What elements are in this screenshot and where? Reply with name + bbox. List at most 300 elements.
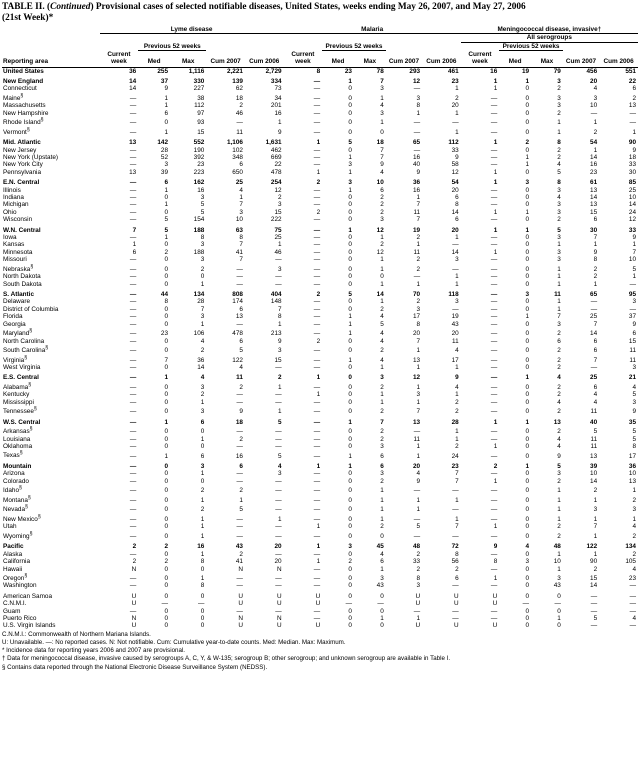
cell-value: 0	[164, 477, 169, 485]
cell-value: —	[129, 161, 137, 169]
cell-value: 0	[164, 592, 169, 600]
cell-value: —	[313, 305, 321, 313]
cell-value: 8	[416, 320, 421, 328]
col-malaria-med: Med	[331, 58, 345, 66]
cell-value: 1	[455, 496, 459, 504]
cell-value: 8	[455, 550, 459, 558]
cell-value: 7	[416, 337, 421, 345]
cell-value: 3	[557, 201, 561, 209]
cell-value: 2	[380, 305, 384, 313]
cell-value: 162	[193, 179, 205, 187]
cell-value: 0	[525, 168, 530, 176]
cell-value: —	[452, 241, 459, 249]
table-row	[2, 543, 638, 550]
cell-value: 14	[628, 201, 636, 209]
cell-value: 0	[164, 337, 169, 345]
cell-value: —	[452, 487, 459, 495]
cell-value: 1	[455, 234, 459, 242]
cell-value: 8	[493, 558, 498, 566]
cell-value: —	[313, 550, 321, 558]
cell-value: —	[313, 452, 321, 460]
cell-value: 0	[525, 435, 530, 443]
cell-value: 2	[316, 179, 321, 187]
cell-value: —	[490, 146, 498, 154]
cell-value: 6	[164, 109, 169, 117]
cell-value: 4	[200, 337, 205, 345]
cell-value: 1	[632, 128, 636, 136]
cell-value: 6	[593, 347, 598, 355]
cell-value: 8	[632, 443, 636, 451]
cell-value: —	[129, 364, 137, 372]
cell-value: 11	[413, 435, 421, 443]
cell-value: —	[590, 592, 598, 600]
cell-value: 0	[525, 234, 530, 242]
cell-value: 3	[348, 161, 352, 169]
cell-value: 0	[164, 443, 169, 451]
cell-value: 1	[278, 119, 282, 127]
cell-value: 0	[348, 216, 352, 224]
cell-value: 1	[557, 515, 561, 523]
cell-value: —	[313, 582, 321, 590]
title-prefix: TABLE II. (	[2, 2, 51, 12]
cell-value: 3	[380, 85, 384, 93]
page-title	[0, 0, 640, 24]
cell-value: 0	[164, 241, 169, 249]
cell-value: 0	[200, 477, 205, 485]
cell-value: 4	[557, 194, 561, 201]
cell-value: 1	[380, 298, 384, 306]
cell-value: —	[313, 186, 321, 194]
cell-value: 1	[493, 418, 498, 426]
table-row	[2, 523, 638, 530]
cell-value: 2	[278, 374, 282, 382]
cell-value: —	[313, 161, 321, 169]
cell-value: —	[313, 128, 321, 136]
cell-value: 14	[590, 477, 598, 485]
cell-value: —	[236, 523, 243, 531]
cell-value: 0	[348, 102, 352, 110]
cell-value: 8	[239, 234, 243, 242]
cell-value: 1	[455, 428, 459, 436]
cell-value: 1	[348, 463, 352, 470]
table-row	[2, 345, 638, 355]
cell-value: 3	[416, 582, 421, 590]
cell-value: 37	[160, 77, 169, 85]
cell-value: 112	[448, 139, 459, 147]
table-row	[2, 179, 638, 186]
cell-value: 2	[416, 256, 421, 264]
cell-value: 13	[590, 452, 598, 460]
cell-value: 23	[197, 161, 205, 169]
cell-value: 188	[193, 248, 205, 256]
cell-value: 1	[164, 102, 169, 110]
cell-value: 7	[164, 356, 169, 364]
cell-value: —	[129, 179, 137, 187]
table-row	[2, 622, 638, 629]
cell-value: 3	[278, 347, 282, 355]
cell-value: 1	[525, 77, 530, 85]
cell-value: —	[129, 216, 137, 224]
cell-value: 1	[557, 265, 561, 273]
cell-value: 93	[197, 119, 205, 127]
cell-value: —	[236, 273, 243, 281]
cell-value: 28	[451, 418, 459, 426]
cell-value: 0	[525, 94, 530, 102]
cell-value: U	[454, 600, 459, 608]
cell-value: 3	[632, 298, 636, 306]
cell-value: —	[490, 337, 498, 345]
cell-value: 3	[164, 161, 169, 169]
cell-value: 1	[493, 226, 498, 234]
cell-value: 0	[348, 94, 352, 102]
cell-value: 3	[200, 313, 205, 321]
cell-value: 54	[590, 139, 598, 147]
cell-value: 7	[132, 226, 137, 234]
cell-value: 0	[525, 582, 530, 590]
cell-value: 0	[380, 592, 384, 600]
cell-value: 1	[455, 364, 459, 372]
cell-value: 1	[278, 241, 282, 249]
cell-value: 0	[164, 208, 169, 216]
cell-value: 20	[451, 186, 459, 194]
cell-value: 9	[632, 146, 636, 154]
cell-value: —	[313, 330, 321, 338]
cell-value: 1	[316, 391, 321, 399]
cell-value: —	[313, 477, 321, 485]
cell-value: 17	[412, 313, 421, 321]
cell-value: 5	[632, 435, 636, 443]
cell-value: 0	[348, 85, 352, 93]
cell-value: —	[490, 383, 498, 391]
cell-value: 3	[557, 248, 561, 256]
cell-value: —	[413, 607, 421, 615]
cell-value: —	[313, 226, 321, 234]
col-mening-med: Med	[508, 58, 522, 66]
cell-value: —	[313, 532, 321, 540]
cell-value: 43	[235, 543, 243, 551]
cell-value: 54	[451, 179, 459, 187]
row-label: Washington	[3, 582, 37, 590]
cell-value: —	[129, 356, 137, 364]
cell-value: 0	[380, 128, 384, 136]
row-label: S. Atlantic	[3, 291, 35, 298]
cell-value: 0	[525, 356, 530, 364]
cell-value: 6	[632, 330, 636, 338]
cell-value: 478	[232, 330, 243, 338]
cell-value: 24	[628, 208, 636, 216]
cell-value: 8	[200, 558, 205, 566]
row-label: Massachusetts	[3, 102, 46, 110]
cell-value: 2	[455, 408, 459, 416]
cell-value: —	[490, 374, 498, 382]
cell-value: 2	[316, 337, 321, 345]
cell-value: 23	[451, 463, 459, 470]
cell-value: 46	[274, 248, 282, 256]
cell-value: U	[315, 592, 321, 600]
row-label: E.N. Central	[3, 179, 40, 187]
group-meningococcal-sub: All serogroups	[461, 34, 638, 42]
cell-value: 9	[632, 320, 636, 328]
cell-value: 3	[593, 506, 598, 514]
cell-value: 4	[380, 168, 384, 176]
cell-value: 0	[348, 146, 352, 154]
cell-value: 4	[455, 383, 459, 391]
cell-value: 0	[164, 622, 169, 630]
cell-value: —	[313, 398, 321, 406]
cell-value: —	[129, 128, 137, 136]
cell-value: —	[129, 94, 137, 102]
cell-value: —	[129, 320, 137, 328]
table-row	[2, 355, 638, 365]
cell-value: 2	[348, 558, 352, 566]
table-row	[2, 161, 638, 168]
cell-value: 22	[628, 77, 636, 85]
cell-value: N	[276, 565, 282, 573]
cell-value: 0	[348, 265, 352, 273]
column-header-row	[2, 51, 638, 67]
cell-value: —	[490, 94, 498, 102]
cell-value: 2	[593, 565, 598, 573]
cell-value: 6	[380, 558, 384, 566]
cell-value: 0	[525, 452, 530, 460]
cell-value: 25	[235, 179, 243, 187]
cell-value: 1	[593, 532, 598, 540]
cell-value: 0	[164, 273, 169, 281]
table-row	[2, 321, 638, 328]
cell-value: 2	[239, 435, 243, 443]
cell-value: —	[275, 477, 282, 485]
cell-value: 22	[274, 161, 282, 169]
group-header-row	[2, 26, 638, 34]
cell-value: 1	[380, 234, 384, 242]
table-row	[2, 85, 638, 92]
cell-value: —	[129, 102, 137, 110]
cell-value: U	[131, 622, 137, 630]
cell-value: 0	[525, 248, 530, 256]
cell-value: 6	[239, 305, 243, 313]
cell-value: 0	[525, 186, 530, 194]
cell-value: 1	[316, 374, 321, 382]
cell-value: 2	[416, 550, 421, 558]
cell-value: —	[197, 600, 205, 608]
row-label: Colorado	[3, 477, 29, 485]
cell-value: 3	[200, 463, 205, 470]
cell-value: —	[275, 607, 282, 615]
cell-value: —	[413, 146, 421, 154]
cell-value: 8	[557, 139, 561, 147]
cell-value: 3	[416, 94, 421, 102]
prev52-malaria: Previous 52 weeks	[322, 42, 386, 50]
cell-value: U	[415, 622, 421, 630]
cell-value: —	[490, 280, 498, 288]
cell-value: U	[492, 622, 498, 630]
cell-value: 0	[164, 347, 169, 355]
cell-value: 10	[376, 179, 384, 187]
cell-value: 808	[232, 291, 243, 298]
cell-value: —	[590, 364, 598, 372]
cell-value: 6	[632, 85, 636, 93]
cell-value: —	[313, 265, 321, 273]
cell-value: 0	[348, 615, 352, 623]
table-row	[2, 338, 638, 345]
cell-value: 10	[628, 256, 636, 264]
cell-value: 1	[164, 374, 169, 382]
cell-value: 4	[380, 550, 384, 558]
cell-value: 0	[348, 496, 352, 504]
cell-value: 2	[380, 435, 384, 443]
cell-value: 1	[348, 153, 352, 161]
cell-value: 1	[380, 615, 384, 623]
row-label: Oregon§	[3, 572, 28, 583]
cell-value: 1	[455, 280, 459, 288]
table-row	[2, 443, 638, 450]
cell-value: 4	[380, 330, 384, 338]
row-label: Minnesota	[3, 248, 33, 256]
cell-value: 2	[557, 383, 561, 391]
cell-value: 11	[413, 248, 421, 256]
cell-value: 1	[316, 558, 321, 566]
cell-value: 0	[348, 256, 352, 264]
table-row	[2, 264, 638, 274]
cell-value: —	[129, 347, 137, 355]
cell-value: 1	[164, 94, 169, 102]
cell-value: 0	[164, 506, 169, 514]
cell-value: 2	[380, 428, 384, 436]
cell-value: 1	[164, 201, 169, 209]
cell-value: 1	[348, 313, 352, 321]
cell-value: —	[313, 280, 321, 288]
cell-value: 1	[380, 496, 384, 504]
cell-value: —	[129, 532, 137, 540]
cell-value: —	[275, 398, 282, 406]
footnote: U: Unavailable. —: No reported cases. N: Not notifiable. Cum: Cumulative year-to-date counts. Med: Median. Max: Maximum.	[2, 639, 346, 647]
cell-value: 1	[348, 452, 352, 460]
cell-value: 3	[557, 256, 561, 264]
cell-value: 6	[455, 216, 459, 224]
cell-value: 1	[278, 320, 282, 328]
table-row	[2, 67, 638, 75]
cell-value: 6	[593, 216, 598, 224]
cell-value: —	[313, 146, 321, 154]
cell-value: 0	[525, 515, 530, 523]
cell-value: 1	[380, 364, 384, 372]
cell-value: 2	[557, 347, 561, 355]
cell-value: —	[490, 347, 498, 355]
cell-value: —	[490, 364, 498, 372]
cell-value: 5	[200, 208, 205, 216]
cell-value: 174	[232, 298, 243, 306]
table-row	[2, 608, 638, 615]
cell-value: 552	[193, 139, 205, 147]
cell-value: —	[129, 291, 137, 298]
cell-value: 9	[455, 153, 459, 161]
footnotes	[0, 631, 640, 671]
cell-value: 122	[232, 356, 243, 364]
cell-value: 8	[278, 313, 282, 321]
cell-value: 1	[380, 487, 384, 495]
cell-value: —	[275, 582, 282, 590]
cell-value: 0	[200, 622, 205, 630]
cell-value: 1	[200, 550, 205, 558]
cell-value: —	[236, 265, 243, 273]
table-body	[2, 67, 638, 630]
cell-value: —	[490, 153, 498, 161]
cell-value: 0	[525, 273, 530, 281]
cell-value: 23	[344, 67, 352, 75]
cell-value: —	[490, 532, 498, 540]
cell-value: 0	[525, 391, 530, 399]
cell-value: —	[313, 77, 321, 85]
cell-value: 0	[348, 337, 352, 345]
cell-value: —	[129, 383, 137, 391]
row-label: Kansas	[3, 241, 25, 249]
col-lyme-cum2006: Cum 2006	[249, 58, 280, 66]
cell-value: 7	[455, 477, 459, 485]
cell-value: 20	[412, 463, 421, 470]
cell-value: 1	[455, 435, 459, 443]
cell-value: 1	[493, 85, 498, 93]
cell-value: 48	[553, 543, 561, 551]
table-row	[2, 273, 638, 280]
cell-value: 1	[164, 452, 169, 460]
cell-value: 3	[455, 256, 459, 264]
cell-value: —	[313, 607, 321, 615]
cell-value: 12	[376, 226, 384, 234]
cell-value: 1	[200, 523, 205, 531]
cell-value: —	[129, 506, 137, 514]
cell-value: 0	[348, 607, 352, 615]
cell-value: 8	[593, 256, 598, 264]
cell-value: 3	[380, 109, 384, 117]
cell-value: 14	[197, 364, 205, 372]
cell-value: 56	[451, 558, 459, 566]
cell-value: —	[129, 470, 137, 478]
cell-value: 1	[525, 463, 530, 470]
cell-value: 0	[525, 201, 530, 209]
cell-value: 12	[376, 248, 384, 256]
cell-value: 36	[412, 179, 421, 187]
cell-value: 2	[557, 523, 561, 531]
col-reporting-area: Reporting area	[3, 58, 49, 66]
cell-value: —	[313, 94, 321, 102]
cell-value: 41	[235, 248, 243, 256]
row-label: Guam	[3, 607, 21, 615]
cell-value: 1	[416, 615, 421, 623]
cell-value: 0	[200, 273, 205, 281]
row-label: Missouri	[3, 256, 27, 264]
cell-value: 13	[553, 418, 561, 426]
row-label: Arkansas§	[3, 426, 33, 436]
cell-value: 33	[628, 226, 636, 234]
cell-value: 19	[412, 226, 421, 234]
cell-value: 3	[632, 364, 636, 372]
cell-value: 1	[348, 418, 352, 426]
cell-value: 43	[376, 582, 384, 590]
cell-value: —	[129, 194, 137, 201]
cell-value: 0	[164, 575, 169, 583]
table-row	[2, 241, 638, 248]
cell-value: 2	[557, 477, 561, 485]
cell-value: 4	[632, 523, 636, 531]
cell-value: 0	[164, 383, 169, 391]
cell-value: 5	[593, 428, 598, 436]
footnote: † Data for meningococcal disease, invasive caused by serogroups A, C, Y, & W-135; serogroup B; other serogroup; and unknown serogroup are available in Table I.	[2, 655, 451, 663]
cell-value: 1	[557, 128, 561, 136]
table-row	[2, 419, 638, 426]
cell-value: —	[129, 305, 137, 313]
cell-value: —	[129, 398, 137, 406]
table-row	[2, 450, 638, 460]
